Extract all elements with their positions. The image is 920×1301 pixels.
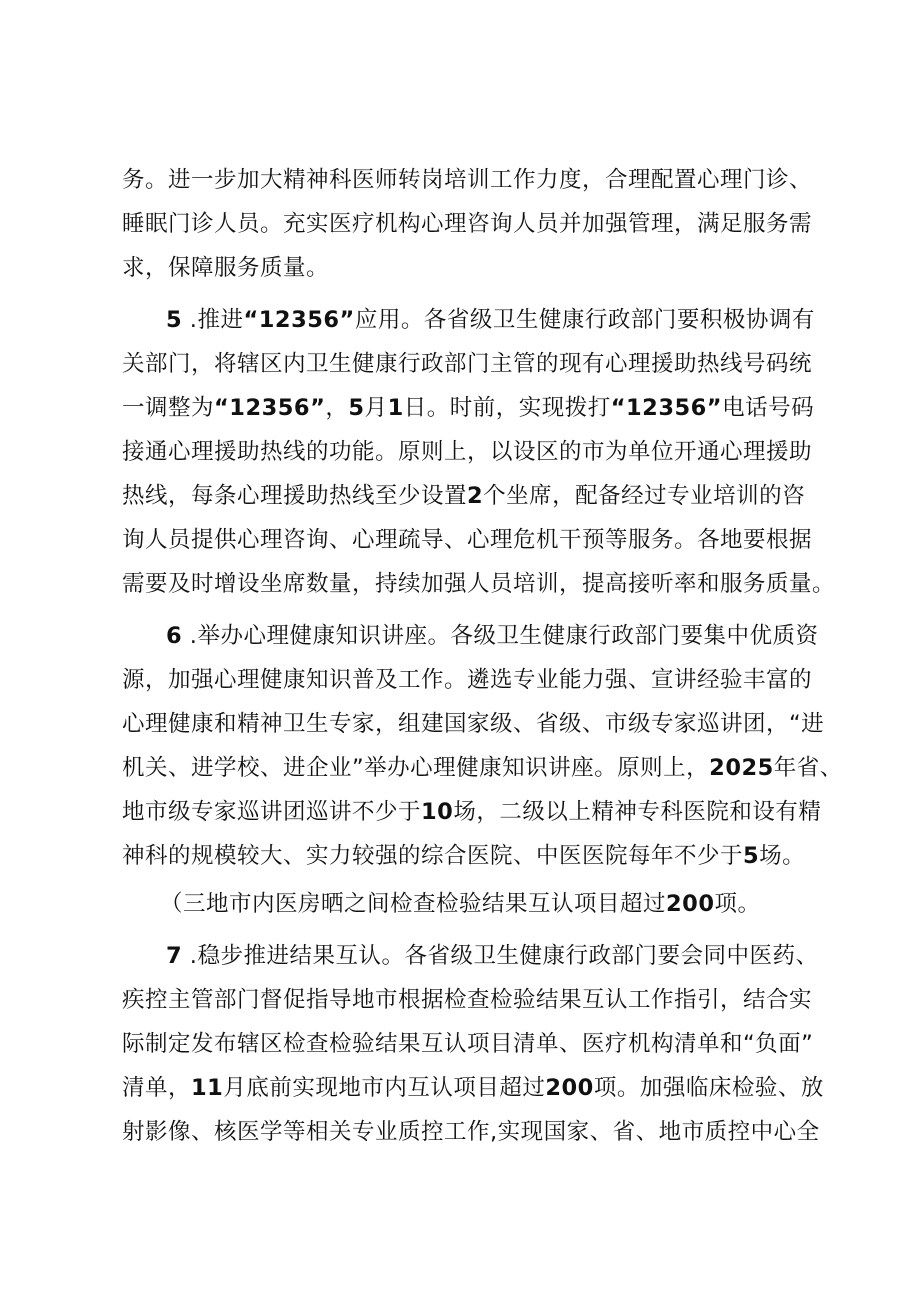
text-run: 询人员提供心理咨询、心理疏导、心理危机干预等服务。各地要根据	[122, 527, 813, 553]
text-run: 电话号码	[722, 395, 815, 421]
text-run: 一调整为	[122, 395, 215, 421]
bold-text: 10	[421, 799, 454, 825]
text-run: 月	[364, 395, 388, 421]
text-run: 清单，	[122, 1075, 192, 1101]
text-run: 关部门，将辖区内卫生健康行政部门主管的现有心理援助热线号码统	[122, 351, 813, 377]
text-line	[122, 1112, 820, 1152]
bold-text: 2025	[709, 755, 774, 781]
text-run: 年省、	[773, 755, 843, 781]
text-line	[122, 660, 812, 700]
text-line	[122, 748, 843, 788]
text-line	[122, 520, 812, 560]
text-run: ，	[325, 395, 349, 421]
text-line	[122, 388, 814, 428]
bold-text: “12356”	[243, 307, 355, 333]
text-run: 心理健康和精神卫生专家，组建国家级、省级、市级专家巡讲团，“进	[122, 711, 825, 737]
paragraph-7-heading-line	[166, 936, 818, 976]
text-line	[122, 248, 329, 288]
paragraph-5-heading-line	[166, 300, 815, 340]
bold-text: 6	[166, 623, 183, 649]
text-run: 月底前实现地市内互认项目超过	[223, 1075, 546, 1101]
text-run: 神科的规模较大、实力较强的综合医院、中医医院每年不少于	[122, 843, 744, 869]
text-line	[122, 1024, 813, 1064]
section-heading-line	[160, 884, 761, 924]
text-run: 射影像、核医学等相关专业质控工作,实现国家、省、地市质控中心全	[122, 1119, 820, 1145]
text-run: .稳步推进结果互认。各省级卫生健康行政部门要会同中医药、	[182, 943, 819, 969]
text-line	[122, 980, 812, 1020]
text-run: 热线，每条心理援助热线至少设置	[122, 483, 468, 509]
text-line	[122, 836, 805, 876]
text-run: 睡眠门诊人员。充实医疗机构心理咨询人员并加强管理，满足服务需	[122, 211, 813, 237]
text-run: 疾控主管部门督促指导地市根据检查检验结果互认工作指引，结合实	[122, 987, 813, 1013]
bold-text: 5	[166, 307, 183, 333]
text-run: 应用。各省级卫生健康行政部门要积极协调有	[354, 307, 815, 333]
text-line	[122, 204, 812, 244]
text-line	[122, 564, 835, 604]
text-run: .举办心理健康知识讲座。各级卫生健康行政部门要集中优质资	[182, 623, 819, 649]
text-run: 项。	[714, 891, 761, 917]
text-line	[122, 160, 812, 200]
text-line	[122, 344, 812, 384]
text-run: 项。加强临床检验、放	[593, 1075, 824, 1101]
text-run: .推进	[182, 307, 244, 333]
text-run: 务。进一步加大精神科医师转岗培训工作力度，合理配置心理门诊、	[122, 167, 813, 193]
text-line	[122, 1068, 824, 1108]
bold-text: 5	[743, 843, 760, 869]
text-run: 日。时前，实现拨打	[403, 395, 611, 421]
text-run: （三地市内医房晒之间检查检验结果互认项目超过	[160, 891, 667, 917]
text-run: 机关、进学校、进企业”举办心理健康知识讲座。原则上，	[122, 755, 710, 781]
text-line	[122, 476, 805, 516]
text-run: 个坐席，配备经过专业培训的咨	[483, 483, 806, 509]
bold-text: 7	[166, 943, 183, 969]
text-run: 际制定发布辖区检查检验结果互认项目清单、医疗机构清单和“负面”	[122, 1031, 814, 1057]
text-run: 需要及时增设坐席数量，持续加强人员培训，提高接听率和服务质量。	[122, 571, 836, 597]
text-run: 求，保障服务质量。	[122, 255, 330, 281]
text-line	[122, 704, 824, 744]
bold-text: 200	[545, 1075, 594, 1101]
text-run: 源，加强心理健康知识普及工作。遴选专业能力强、宣讲经验丰富的	[122, 667, 813, 693]
bold-text: “12356”	[214, 395, 326, 421]
text-run: 场，二级以上精神专科医院和设有精	[453, 799, 822, 825]
text-run: 地市级专家巡讲团巡讲不少于	[122, 799, 422, 825]
paragraph-6-heading-line	[166, 616, 818, 656]
text-run: 场。	[759, 843, 806, 869]
bold-text: 5	[348, 395, 365, 421]
text-line	[122, 432, 812, 472]
bold-text: 200	[666, 891, 715, 917]
bold-text: 1	[387, 395, 404, 421]
bold-text: 2	[467, 483, 484, 509]
text-run: 接通心理援助热线的功能。原则上，以设区的市为单位开通心理援助	[122, 439, 813, 465]
bold-text: 11	[191, 1075, 224, 1101]
text-line	[122, 792, 821, 832]
bold-text: “12356”	[610, 395, 723, 421]
